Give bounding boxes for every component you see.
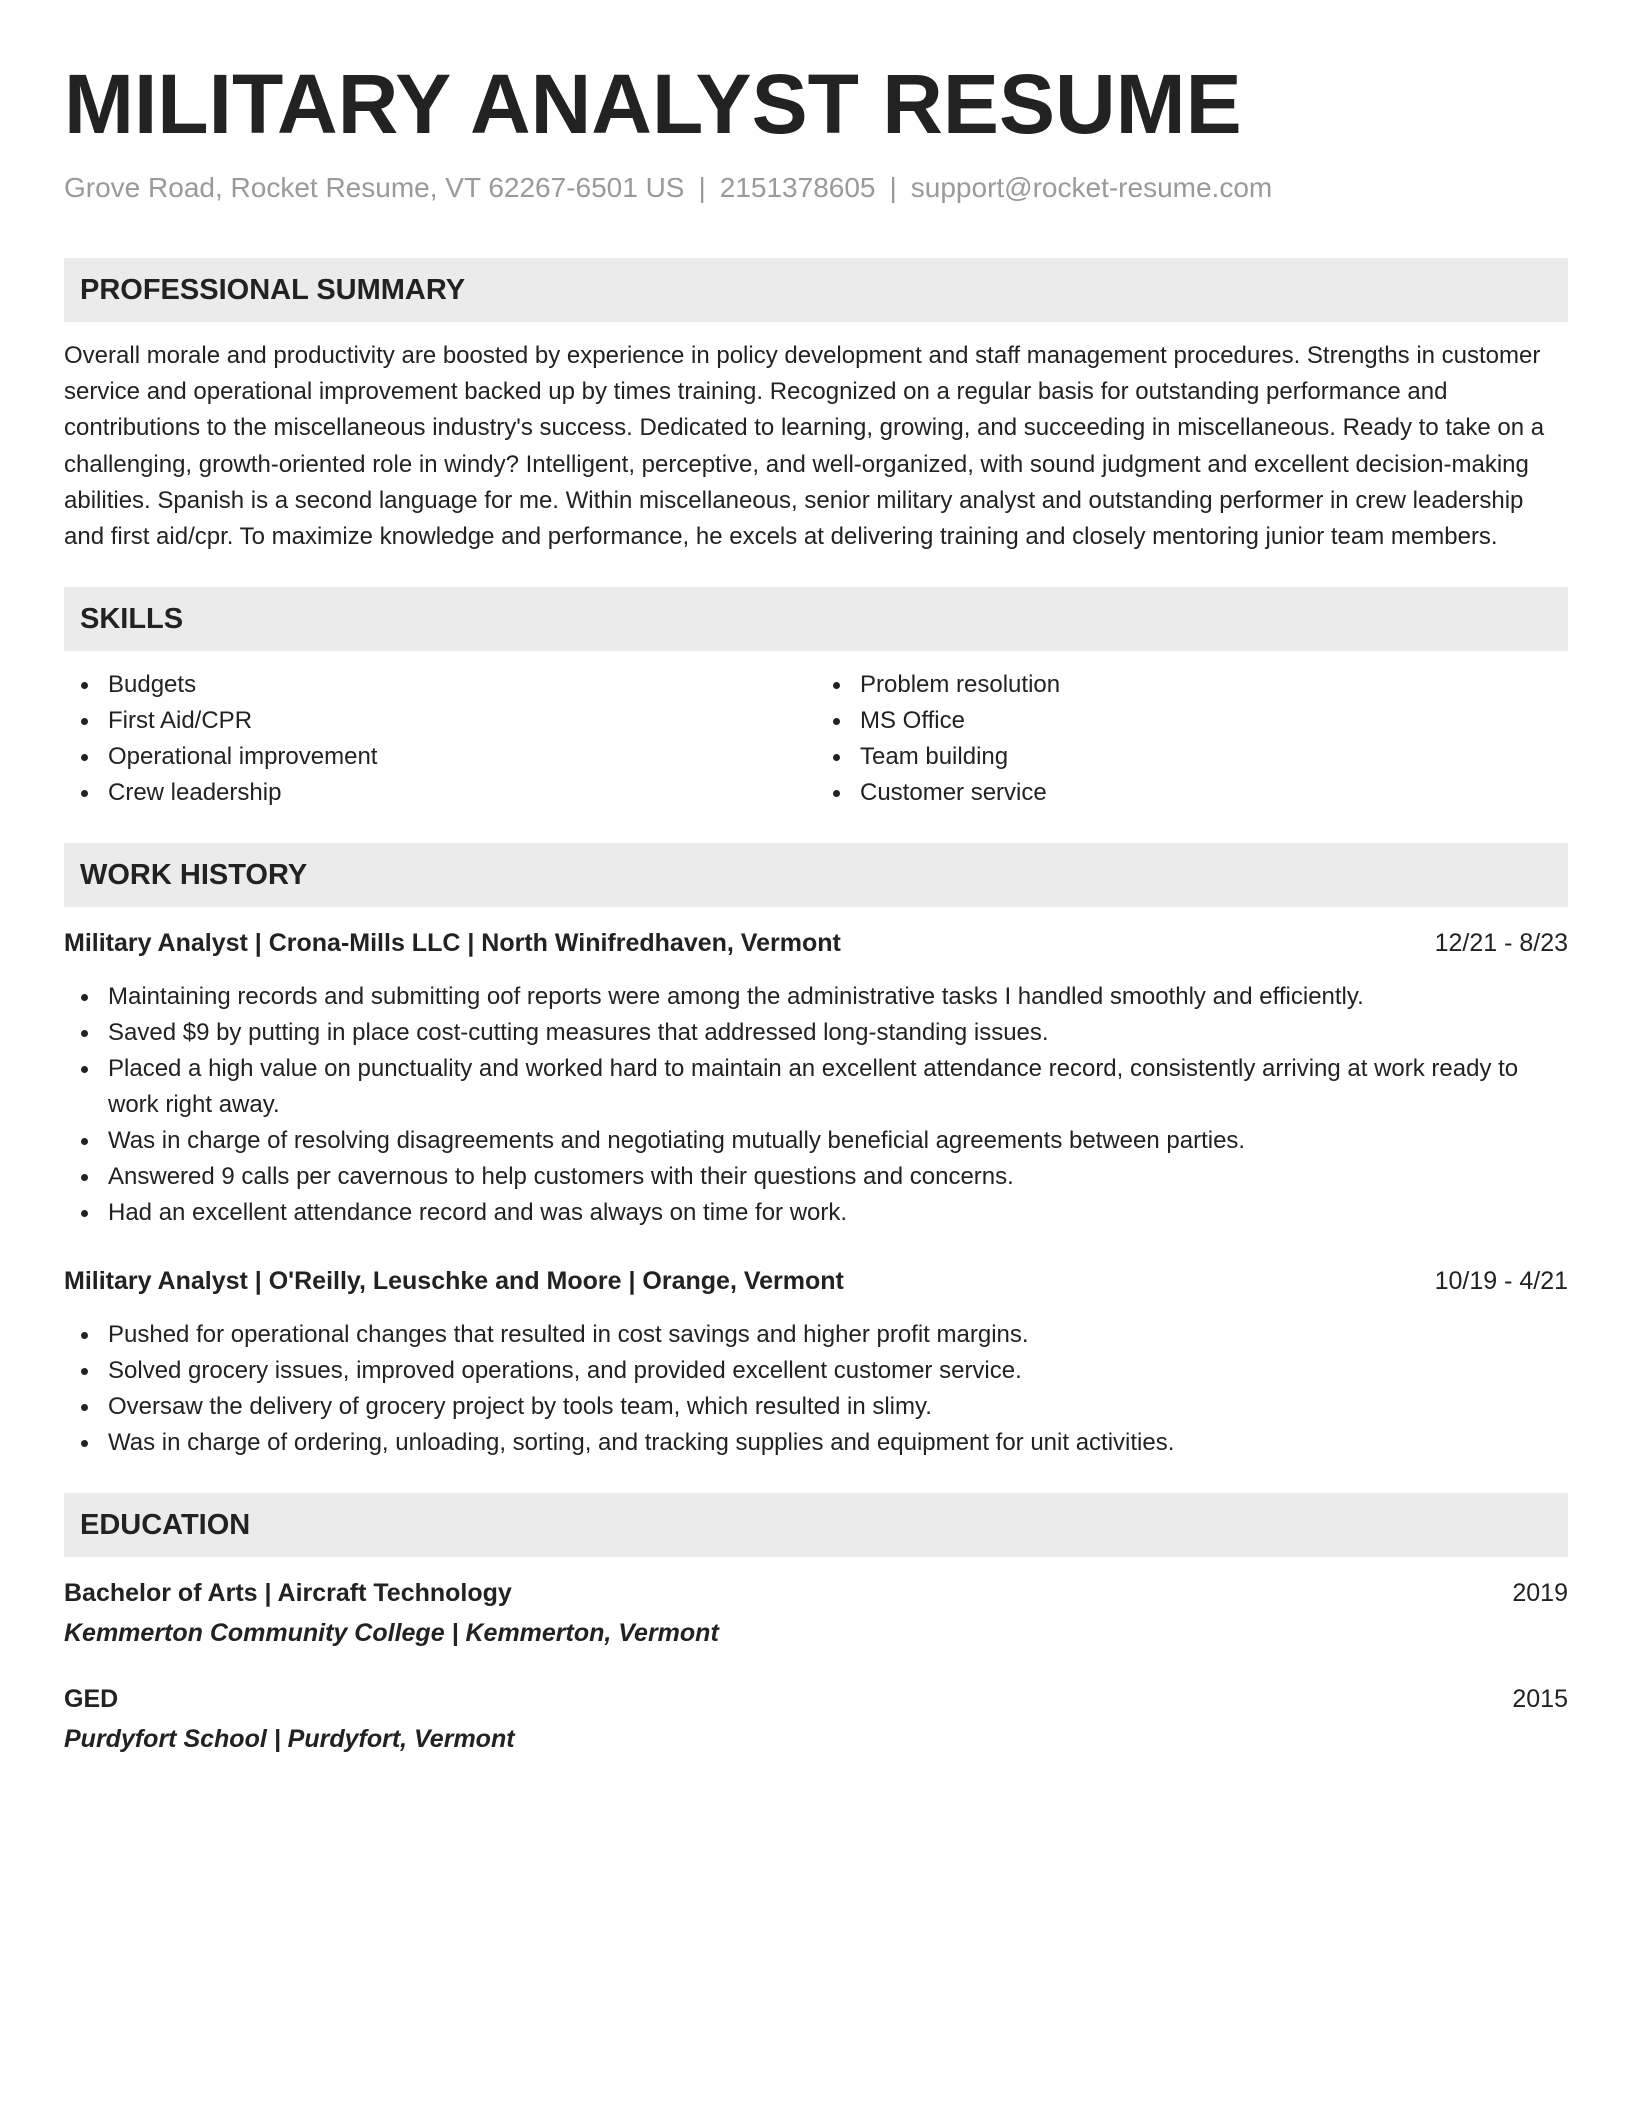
contact-separator: | [698, 172, 706, 203]
skills-column-left [64, 667, 816, 811]
job-dates: 12/21 - 8/23 [1434, 929, 1568, 958]
skills-heading: SKILLS [64, 587, 1568, 651]
job-title: Military Analyst | Crona-Mills LLC | North Winifredhaven, Vermont [64, 929, 841, 958]
job-bullet: Was in charge of ordering, unloading, sorting, and tracking supplies and equipment for unit activities. [64, 1425, 1568, 1461]
job-bullets [64, 979, 1568, 1231]
skills-list [64, 667, 1568, 811]
education-header [64, 1681, 1568, 1717]
job-title: Military Analyst | O'Reilly, Leuschke and Moore | Orange, Vermont [64, 1267, 844, 1296]
education-year: 2019 [1512, 1579, 1568, 1608]
job-header [64, 1263, 1568, 1299]
education-school: Kemmerton Community College | Kemmerton, Vermont [64, 1619, 719, 1648]
job-bullet: Was in charge of resolving disagreements and negotiating mutually beneficial agreements between parties. [64, 1123, 1568, 1159]
education-year: 2015 [1512, 1685, 1568, 1714]
education-degree: GED [64, 1685, 119, 1714]
skill-item: Team building [816, 739, 1568, 775]
resume-title: MILITARY ANALYST RESUME [64, 57, 1242, 151]
skill-item: Customer service [816, 775, 1568, 811]
job-bullet: Maintaining records and submitting oof reports were among the administrative tasks I handled smoothly and efficiently. [64, 979, 1568, 1015]
skills-column-right [816, 667, 1568, 811]
summary-heading: PROFESSIONAL SUMMARY [64, 258, 1568, 322]
contact-separator: | [889, 172, 897, 203]
skill-item: Budgets [64, 667, 816, 703]
education-entry [64, 1681, 1568, 1757]
skill-item: MS Office [816, 703, 1568, 739]
contact-line [64, 170, 1568, 206]
job-entry [64, 925, 1568, 1231]
job-dates: 10/19 - 4/21 [1434, 1267, 1568, 1296]
job-bullet: Solved grocery issues, improved operations, and provided excellent customer service. [64, 1353, 1568, 1389]
job-entry [64, 1263, 1568, 1461]
contact-phone: 2151378605 [719, 172, 876, 203]
summary-text: Overall morale and productivity are boosted by experience in policy development and staff management procedures. Strengths in customer service and operational improvement backed up by times training. Recognized on a regular basis for outstanding performance and contributions to the miscellaneous industry's success. Dedicated to learning, growing, and succeeding in miscellaneous. Ready to take on a challenging, growth-oriented role in windy? Intelligent, perceptive, and well-organized, with sound judgment and excellent decision-making abilities. Spanish is a second language for me. Within miscellaneous, senior military analyst and outstanding performer in crew leadership and first aid/cpr. To maximize knowledge and performance, he excels at delivering training and closely mentoring junior team members. [64, 342, 1545, 551]
skill-item: Operational improvement [64, 739, 816, 775]
contact-email: support@rocket-resume.com [910, 172, 1273, 203]
education-heading: EDUCATION [64, 1493, 1568, 1557]
education-degree: Bachelor of Arts | Aircraft Technology [64, 1579, 512, 1608]
job-bullet: Oversaw the delivery of grocery project by tools team, which resulted in slimy. [64, 1389, 1568, 1425]
job-bullet: Placed a high value on punctuality and worked hard to maintain an excellent attendance record, consistently arriving at work ready to work right away. [64, 1051, 1568, 1123]
education-header [64, 1575, 1568, 1611]
education-entry [64, 1575, 1568, 1651]
contact-address: Grove Road, Rocket Resume, VT 62267-6501 US [64, 172, 685, 203]
job-bullets [64, 1317, 1568, 1461]
job-bullet: Had an excellent attendance record and was always on time for work. [64, 1195, 1568, 1231]
job-bullet: Saved $9 by putting in place cost-cutting measures that addressed long-standing issues. [64, 1015, 1568, 1051]
job-header [64, 925, 1568, 961]
skill-item: First Aid/CPR [64, 703, 816, 739]
job-bullet: Pushed for operational changes that resulted in cost savings and higher profit margins. [64, 1317, 1568, 1353]
job-bullet: Answered 9 calls per cavernous to help customers with their questions and concerns. [64, 1159, 1568, 1195]
skill-item: Problem resolution [816, 667, 1568, 703]
work-history-heading: WORK HISTORY [64, 843, 1568, 907]
education-school: Purdyfort School | Purdyfort, Vermont [64, 1725, 515, 1754]
skill-item: Crew leadership [64, 775, 816, 811]
